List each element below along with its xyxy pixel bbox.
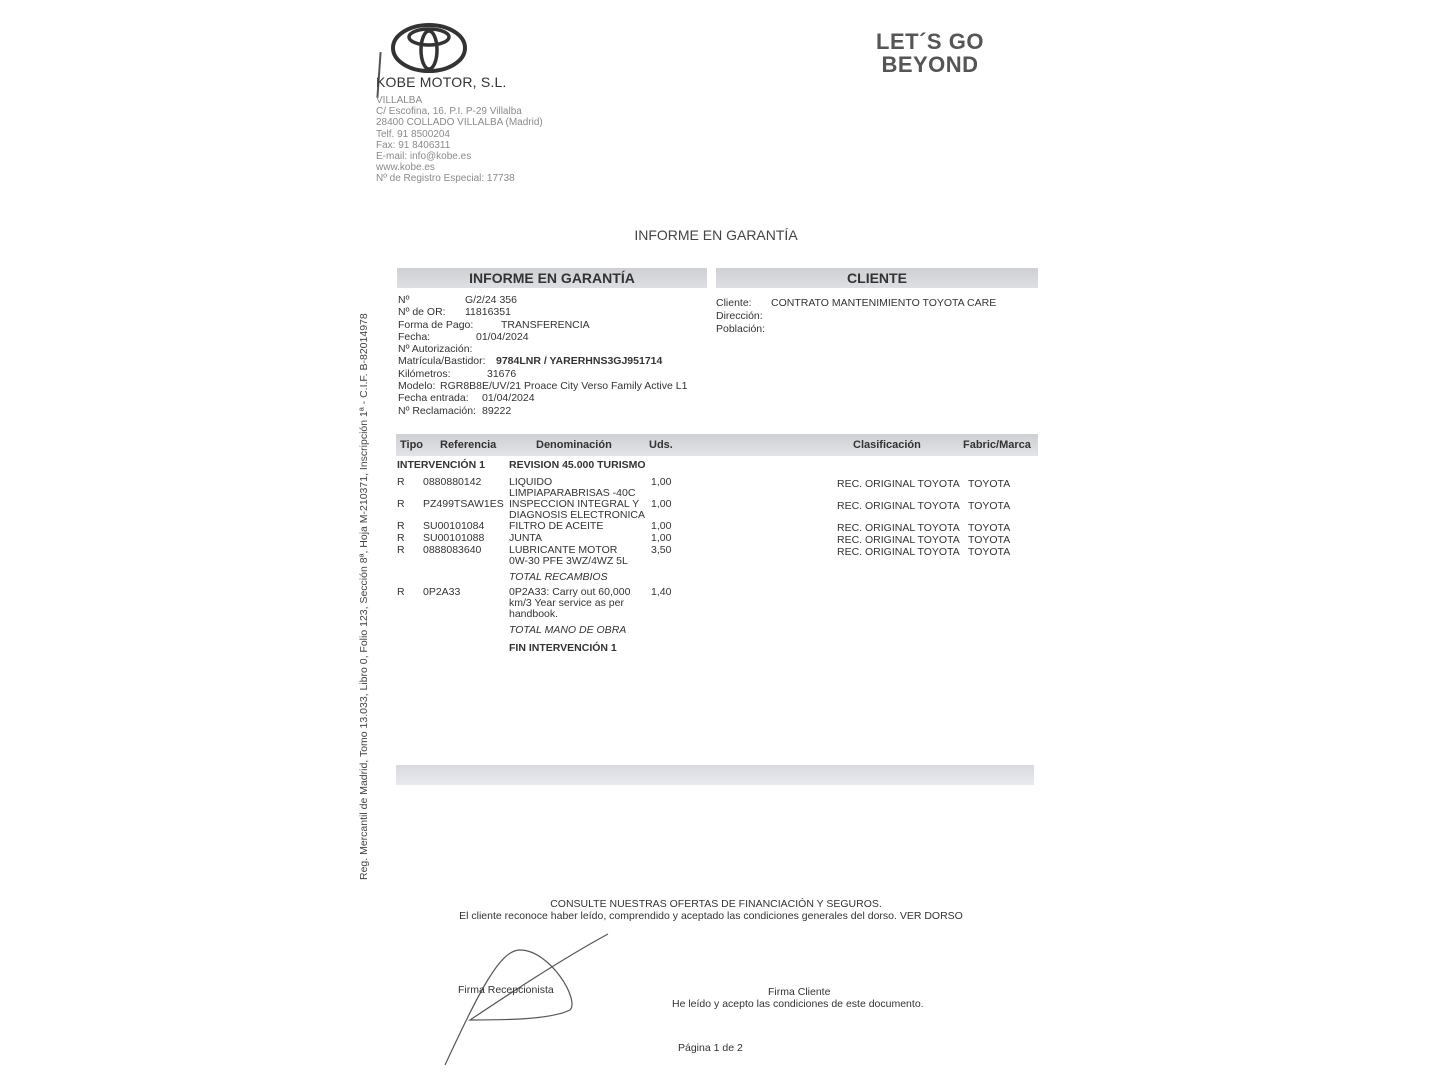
company-name: KOBE MOTOR, S.L. (376, 74, 507, 90)
totals-bar (396, 765, 1034, 785)
fin-intervencion: FIN INTERVENCIÓN 1 (509, 642, 617, 654)
total-mano-obra: TOTAL MANO DE OBRA (509, 624, 627, 636)
intervention-label: INTERVENCIÓN 1 (397, 459, 485, 471)
report-section-header: INFORME EN GARANTÍA (397, 268, 707, 288)
signature-receptionist: Firma Recepcionista (458, 984, 554, 996)
report-info: Nº G/2/24 356 Nº de OR: 11816351 Forma de Pago: TRANSFERENCIA Fecha: 01/04/2024 Nº Autorización: Matrícula/Bastidor: 9784LNR / YARERHNS3GJ951714 Kilómetros: 31676 Modelo: RGR8B8E/UV/21 Proace City Verso Family Active L1 Fecha entrada: 01/04/2024 Nº Reclamación: 89222 (398, 294, 688, 417)
client-section-header: CLIENTE (716, 268, 1038, 288)
signature-client: Firma Cliente (768, 986, 831, 998)
total-recambios: TOTAL RECAMBIOS (509, 571, 608, 583)
conditions-notice: El cliente reconoce haber leído, comprendido y aceptado las condiciones generales del dorso. VER DORSO (459, 910, 963, 922)
company-address: VILLALBA C/ Escofina, 16. P.I. P-29 Villalba 28400 COLLADO VILLALBA (Madrid) Telf. 91 8500204 Fax: 91 8406311 E-mail: info@kobe.es www.kobe.es Nº de Registro Especial: 17738 (376, 95, 543, 185)
slogan: LET´S GO BEYOND (876, 29, 984, 77)
page-number: Página 1 de 2 (678, 1042, 743, 1054)
document-title: INFORME EN GARANTÍA (634, 227, 798, 243)
signature-client-note: He leído y acepto las condiciones de este documento. (672, 998, 924, 1010)
table-body: INTERVENCIÓN 1 REVISION 45.000 TURISMO R 0880880142 LIQUIDO LIMPIAPARABRISAS -40C 1,00 REC. ORIGINAL TOYOTA TOYOTA R PZ499TSAW1ES INSPECCION INTEGRAL Y DIAGNOSIS ELECTRONICA 1,00 REC. ORIGINAL TOYOTA TOYOTA R SU00101084 FILTRO DE ACEITE 1,00 REC. ORIGINAL TOYOTA TOYOTA R SU00101088 JUNTA 1,00 REC. ORIGINAL TOYOTA TOYOTA R 0888083640 LUBRICANTE MOTOR 0W-30 PFE 3WZ/4WZ 5L 3,50 REC. ORIGINAL TOYOTA TOYOTA TOTAL RECAMBIOS R 0P2A33 0P2A33: Carry out 60,000 km/3 Year service as per handbook. 1,40 TOTAL MANO DE OBRA FIN INTERVENCIÓN 1 (397, 459, 1011, 654)
signature-scribble (440, 930, 620, 1070)
table-header: Tipo Referencia Denominación Uds. Clasificación Fabric/Marca (396, 434, 1038, 456)
registry-side-text: Reg. Mercantil de Madrid, Tomo 13.033, Libro 0, Folio 123, Sección 8ª, Hoja M-210371, Inscripción 1ª - C.I.F. B-82014978 (358, 313, 370, 880)
financing-notice: CONSULTE NUESTRAS OFERTAS DE FINANCIACIÓN Y SEGUROS. (550, 898, 882, 910)
client-info: Cliente: CONTRATO MANTENIMIENTO TOYOTA CARE Dirección: Población: (716, 297, 997, 335)
intervention-title: REVISION 45.000 TURISMO (509, 459, 646, 471)
